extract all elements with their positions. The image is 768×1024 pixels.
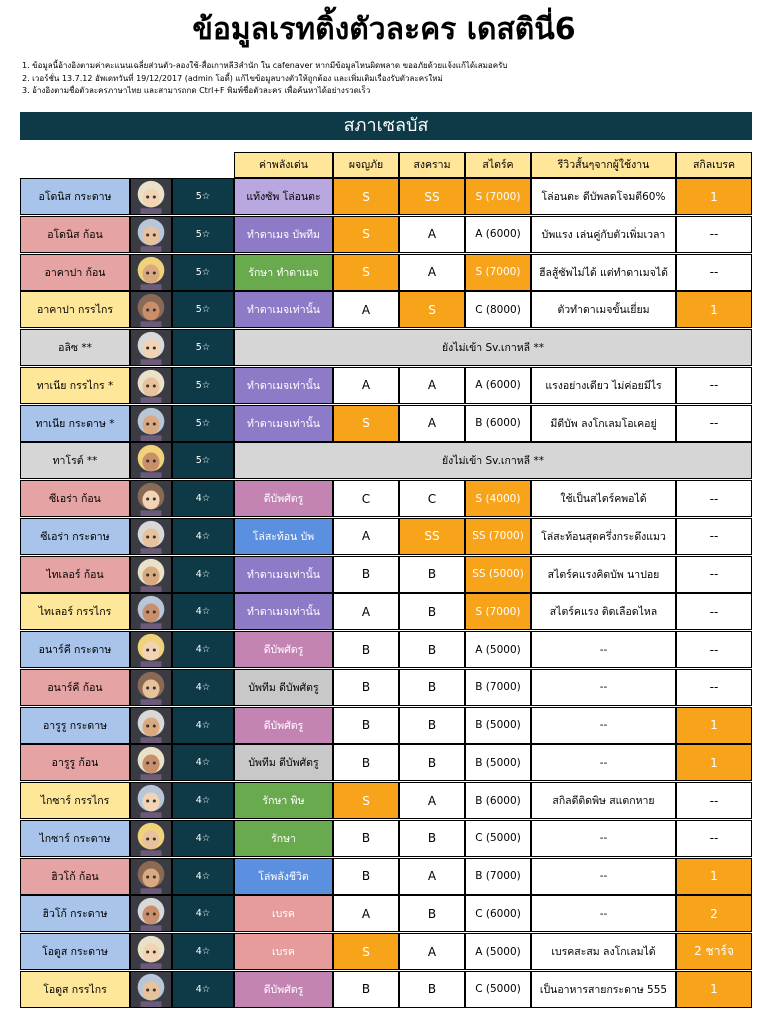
character-name: ทาโรต์ ** xyxy=(20,442,130,479)
table-row xyxy=(0,480,768,517)
table-row xyxy=(0,707,768,744)
strike-rating: A (6000) xyxy=(465,216,531,253)
table-row xyxy=(0,518,768,555)
star-rating: 5☆ xyxy=(172,178,234,215)
character-name: ซีเอร่า ก้อน xyxy=(20,480,130,517)
character-name: โอดูส กรรไกร xyxy=(20,971,130,1008)
character-portrait xyxy=(130,820,172,857)
character-name: อาคาปา ก้อน xyxy=(20,254,130,291)
star-rating: 4☆ xyxy=(172,593,234,630)
role-cell: ทำดาเมจเท่านั้น xyxy=(234,556,333,593)
role-cell: บัพทีม ดีบัพศัตรู xyxy=(234,669,333,706)
review-cell: -- xyxy=(531,858,676,895)
star-rating: 5☆ xyxy=(172,216,234,253)
strike-rating: B (6000) xyxy=(465,782,531,819)
review-cell: สกิลดีติดพิษ สแตกหาย xyxy=(531,782,676,819)
review-cell: เบรคสะสม ลงโกเลมได้ xyxy=(531,933,676,970)
skill-break-cell: 1 xyxy=(676,178,752,215)
strike-rating: A (5000) xyxy=(465,631,531,668)
skill-break-cell: -- xyxy=(676,480,752,517)
section-header: สภาเซลบัส xyxy=(20,112,752,140)
war-rating: A xyxy=(399,858,465,895)
character-name: ทาเนีย กรรไกร * xyxy=(20,367,130,404)
character-portrait xyxy=(130,442,172,479)
table-row xyxy=(0,442,768,479)
skill-break-cell: -- xyxy=(676,254,752,291)
table-row xyxy=(0,933,768,970)
character-name: อนาร์คี กระดาษ xyxy=(20,631,130,668)
character-name: อลิซ ** xyxy=(20,329,130,366)
header-skill-break: สกิลเบรค xyxy=(676,152,752,178)
war-rating: S xyxy=(399,291,465,328)
star-rating: 4☆ xyxy=(172,971,234,1008)
character-portrait xyxy=(130,669,172,706)
strike-rating: B (7000) xyxy=(465,858,531,895)
strike-rating: B (5000) xyxy=(465,744,531,781)
header-war: สงคราม xyxy=(399,152,465,178)
role-cell: เบรค xyxy=(234,895,333,932)
role-cell: โล่พลังชีวิต xyxy=(234,858,333,895)
review-cell: แรงอย่างเดียว ไม่ค่อยมีไร xyxy=(531,367,676,404)
review-cell: -- xyxy=(531,895,676,932)
review-cell: ฮีลสู้ซัพไม่ได้ แต่ทำดาเมจได้ xyxy=(531,254,676,291)
character-name: ไทเลอร์ ก้อน xyxy=(20,556,130,593)
table-row xyxy=(0,744,768,781)
table-row xyxy=(0,405,768,442)
war-rating: A xyxy=(399,216,465,253)
character-portrait xyxy=(130,858,172,895)
character-name: ไกซาร์ กระดาษ xyxy=(20,820,130,857)
character-name: ไกซาร์ กรรไกร xyxy=(20,782,130,819)
character-portrait xyxy=(130,895,172,932)
skill-break-cell: 1 xyxy=(676,291,752,328)
skill-break-cell: -- xyxy=(676,405,752,442)
strike-rating: SS (7000) xyxy=(465,518,531,555)
character-name: ไทเลอร์ กรรไกร xyxy=(20,593,130,630)
character-portrait xyxy=(130,329,172,366)
notes xyxy=(22,60,752,98)
adventure-rating: A xyxy=(333,291,399,328)
review-cell: สไตร์คแรง ติดเลือดไหล xyxy=(531,593,676,630)
war-rating: B xyxy=(399,820,465,857)
role-cell: ดีบัพศัตรู xyxy=(234,480,333,517)
adventure-rating: S xyxy=(333,254,399,291)
table-row xyxy=(0,216,768,253)
table-row xyxy=(0,291,768,328)
adventure-rating: B xyxy=(333,858,399,895)
table-row xyxy=(0,178,768,215)
strike-rating: S (7000) xyxy=(465,593,531,630)
war-rating: SS xyxy=(399,518,465,555)
strike-rating: C (6000) xyxy=(465,895,531,932)
review-cell: -- xyxy=(531,744,676,781)
adventure-rating: S xyxy=(333,178,399,215)
strike-rating: S (7000) xyxy=(465,254,531,291)
table-row xyxy=(0,329,768,366)
war-rating: SS xyxy=(399,178,465,215)
war-rating: A xyxy=(399,933,465,970)
strike-rating: C (5000) xyxy=(465,820,531,857)
adventure-rating: B xyxy=(333,631,399,668)
skill-break-cell: -- xyxy=(676,631,752,668)
skill-break-cell: -- xyxy=(676,782,752,819)
strike-rating: B (5000) xyxy=(465,707,531,744)
adventure-rating: A xyxy=(333,518,399,555)
skill-break-cell: 1 xyxy=(676,971,752,1008)
table-row xyxy=(0,820,768,857)
table-row xyxy=(0,669,768,706)
adventure-rating: B xyxy=(333,820,399,857)
star-rating: 4☆ xyxy=(172,782,234,819)
character-portrait xyxy=(130,782,172,819)
character-portrait xyxy=(130,556,172,593)
character-portrait xyxy=(130,405,172,442)
table-row xyxy=(0,556,768,593)
character-portrait xyxy=(130,744,172,781)
skill-break-cell: -- xyxy=(676,518,752,555)
war-rating: B xyxy=(399,744,465,781)
star-rating: 4☆ xyxy=(172,518,234,555)
strike-rating: A (5000) xyxy=(465,933,531,970)
star-rating: 5☆ xyxy=(172,329,234,366)
review-cell: มีดีบัพ ลงโกเลมโอเคอยู่ xyxy=(531,405,676,442)
star-rating: 4☆ xyxy=(172,895,234,932)
character-portrait xyxy=(130,518,172,555)
review-cell: สไตร์คแรงคิดบัพ นาปอย xyxy=(531,556,676,593)
role-cell: ทำดาเมจเท่านั้น xyxy=(234,593,333,630)
character-portrait xyxy=(130,933,172,970)
adventure-rating: S xyxy=(333,216,399,253)
review-cell: ตัวทำดาเมจขั้นเยี่ยม xyxy=(531,291,676,328)
header-review: รีวิวสั้นๆจากผู้ใช้งาน xyxy=(531,152,676,178)
character-portrait xyxy=(130,707,172,744)
war-rating: B xyxy=(399,707,465,744)
adventure-rating: S xyxy=(333,782,399,819)
skill-break-cell: -- xyxy=(676,216,752,253)
character-portrait xyxy=(130,178,172,215)
role-cell: ทำดาเมจเท่านั้น xyxy=(234,291,333,328)
star-rating: 5☆ xyxy=(172,367,234,404)
character-name: ฮิวโก้ กระดาษ xyxy=(20,895,130,932)
role-cell: ทำดาเมจเท่านั้น xyxy=(234,367,333,404)
not-released-note: ยังไม่เข้า Sv.เกาหลี ** xyxy=(234,442,752,479)
star-rating: 4☆ xyxy=(172,744,234,781)
adventure-rating: A xyxy=(333,593,399,630)
war-rating: A xyxy=(399,405,465,442)
war-rating: B xyxy=(399,971,465,1008)
review-cell: บัพแรง เล่นคู่กับตัวเพิ่มเวลา xyxy=(531,216,676,253)
role-cell: รักษา xyxy=(234,820,333,857)
star-rating: 5☆ xyxy=(172,254,234,291)
character-name: ซีเอร่า กระดาษ xyxy=(20,518,130,555)
star-rating: 4☆ xyxy=(172,556,234,593)
war-rating: A xyxy=(399,782,465,819)
role-cell: แท้งซัพ โล่อนตะ xyxy=(234,178,333,215)
adventure-rating: S xyxy=(333,933,399,970)
war-rating: B xyxy=(399,556,465,593)
skill-break-cell: -- xyxy=(676,367,752,404)
character-portrait xyxy=(130,367,172,404)
note-line: 1. ข้อมูลนี้อ้างอิงตามค่าคะแนนเฉลี่ยส่วนตัว-ลองใช้-สื่อเกาหลี3สำนัก ใน cafenaver หากมีข้อมูลไหนผิดพลาด ขออภัยด้วยแจ้งแก้ได้เสมอครับ xyxy=(22,61,508,70)
role-cell: ทำดาเมจเท่านั้น xyxy=(234,405,333,442)
star-rating: 5☆ xyxy=(172,291,234,328)
skill-break-cell: 2 ชาร์จ xyxy=(676,933,752,970)
adventure-rating: A xyxy=(333,895,399,932)
role-cell: โล่สะท้อน บัพ xyxy=(234,518,333,555)
war-rating: C xyxy=(399,480,465,517)
star-rating: 4☆ xyxy=(172,669,234,706)
character-name: อโดนิส กระดาษ xyxy=(20,178,130,215)
star-rating: 4☆ xyxy=(172,631,234,668)
war-rating: B xyxy=(399,593,465,630)
character-name: อนาร์คี ก้อน xyxy=(20,669,130,706)
table-row xyxy=(0,593,768,630)
role-cell: รักษา ทำดาเมจ xyxy=(234,254,333,291)
adventure-rating: B xyxy=(333,707,399,744)
skill-break-cell: -- xyxy=(676,669,752,706)
table-row xyxy=(0,254,768,291)
review-cell: เป็นอาหารสายกระดาษ 555 xyxy=(531,971,676,1008)
strike-rating: S (4000) xyxy=(465,480,531,517)
page-title: ข้อมูลเรทติ้งตัวละคร เดสตินี่6 xyxy=(192,12,576,47)
not-released-note: ยังไม่เข้า Sv.เกาหลี ** xyxy=(234,329,752,366)
adventure-rating: B xyxy=(333,971,399,1008)
review-cell: -- xyxy=(531,631,676,668)
table-row xyxy=(0,782,768,819)
character-portrait xyxy=(130,631,172,668)
character-name: โอดูส กระดาษ xyxy=(20,933,130,970)
star-rating: 4☆ xyxy=(172,820,234,857)
character-name: อโดนิส ก้อน xyxy=(20,216,130,253)
war-rating: B xyxy=(399,631,465,668)
character-name: ทาเนีย กระดาษ * xyxy=(20,405,130,442)
note-line: 2. เวอร์ชั่น 13.7.12 อัพเดทวันที่ 19/12/2017 (admin โอดี้) แก้ไขข้อมูลบางตัวให้ถูกต้อง และเพิ่มเติมเรื่องรับตัวละครใหม่ xyxy=(22,73,443,83)
star-rating: 5☆ xyxy=(172,442,234,479)
star-rating: 4☆ xyxy=(172,707,234,744)
skill-break-cell: 2 xyxy=(676,895,752,932)
strike-rating: B (6000) xyxy=(465,405,531,442)
table-row xyxy=(0,858,768,895)
star-rating: 4☆ xyxy=(172,480,234,517)
table-row xyxy=(0,971,768,1008)
character-portrait xyxy=(130,291,172,328)
note-line: 3. อ้างอิงตามชื่อตัวละครภาษาไทย และสามารถกด Ctrl+F พิมพ์ชื่อตัวละคร เพื่อค้นหาได้อย่างรวดเร็ว xyxy=(22,86,371,95)
adventure-rating: S xyxy=(333,405,399,442)
role-cell: ดีบัพศัตรู xyxy=(234,631,333,668)
strike-rating: B (7000) xyxy=(465,669,531,706)
role-cell: ดีบัพศัตรู xyxy=(234,971,333,1008)
war-rating: A xyxy=(399,254,465,291)
star-rating: 5☆ xyxy=(172,405,234,442)
strike-rating: S (7000) xyxy=(465,178,531,215)
star-rating: 4☆ xyxy=(172,933,234,970)
skill-break-cell: 1 xyxy=(676,744,752,781)
skill-break-cell: -- xyxy=(676,556,752,593)
adventure-rating: B xyxy=(333,556,399,593)
review-cell: ใช้เป็นสไตร์คพอได้ xyxy=(531,480,676,517)
role-cell: รักษา พิษ xyxy=(234,782,333,819)
character-name: อารูรู ก้อน xyxy=(20,744,130,781)
war-rating: B xyxy=(399,895,465,932)
adventure-rating: A xyxy=(333,367,399,404)
review-cell: -- xyxy=(531,669,676,706)
strike-rating: SS (5000) xyxy=(465,556,531,593)
review-cell: โล่สะท้อนสุดครึ่งกระดึงแมว xyxy=(531,518,676,555)
strike-rating: C (5000) xyxy=(465,971,531,1008)
role-cell: ดีบัพศัตรู xyxy=(234,707,333,744)
skill-break-cell: -- xyxy=(676,593,752,630)
adventure-rating: C xyxy=(333,480,399,517)
header-strike: สไตร์ค xyxy=(465,152,531,178)
role-cell: ทำดาเมจ บัพทีม xyxy=(234,216,333,253)
header-role: ค่าพลังเด่น xyxy=(234,152,333,178)
character-portrait xyxy=(130,593,172,630)
review-cell: -- xyxy=(531,707,676,744)
header-adventure: ผจญภัย xyxy=(333,152,399,178)
character-portrait xyxy=(130,971,172,1008)
character-portrait xyxy=(130,216,172,253)
skill-break-cell: 1 xyxy=(676,858,752,895)
star-rating: 4☆ xyxy=(172,858,234,895)
character-portrait xyxy=(130,480,172,517)
adventure-rating: B xyxy=(333,669,399,706)
strike-rating: C (8000) xyxy=(465,291,531,328)
table-row xyxy=(0,631,768,668)
table-row xyxy=(0,895,768,932)
role-cell: บัพทีม ดีบัพศัตรู xyxy=(234,744,333,781)
skill-break-cell: -- xyxy=(676,820,752,857)
character-portrait xyxy=(130,254,172,291)
character-name: ฮิวโก้ ก้อน xyxy=(20,858,130,895)
character-name: อาคาปา กรรไกร xyxy=(20,291,130,328)
table-row xyxy=(0,367,768,404)
war-rating: A xyxy=(399,367,465,404)
strike-rating: A (6000) xyxy=(465,367,531,404)
role-cell: เบรค xyxy=(234,933,333,970)
character-name: อารูรู กระดาษ xyxy=(20,707,130,744)
skill-break-cell: 1 xyxy=(676,707,752,744)
review-cell: -- xyxy=(531,820,676,857)
review-cell: โล่อนตะ ดีบัพลดโจมตี60% xyxy=(531,178,676,215)
war-rating: B xyxy=(399,669,465,706)
adventure-rating: B xyxy=(333,744,399,781)
